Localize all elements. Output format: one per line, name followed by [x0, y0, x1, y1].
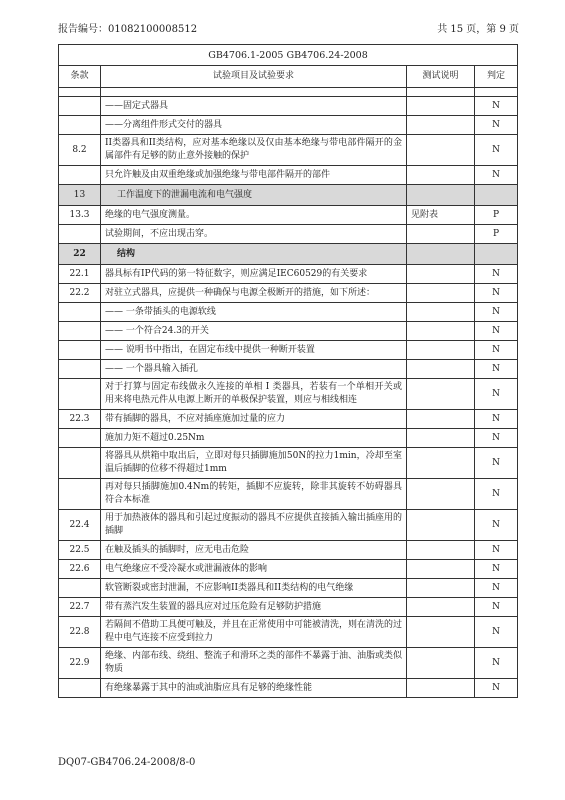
clause-cell [59, 97, 101, 116]
clause-cell [59, 303, 101, 322]
test-note-cell [407, 360, 475, 379]
verdict-cell: N [475, 379, 518, 410]
clause-cell [59, 322, 101, 341]
test-table [58, 44, 518, 698]
verdict-cell: N [475, 97, 518, 116]
clause-cell: 22.2 [59, 284, 101, 303]
test-note-cell [407, 429, 475, 448]
test-note-cell [407, 598, 475, 617]
verdict-cell [475, 244, 518, 265]
test-note-cell: 见附表 [407, 206, 475, 225]
table-row [59, 560, 518, 579]
table-row [59, 166, 518, 185]
test-note-cell [407, 166, 475, 185]
clause-cell [59, 448, 101, 479]
table-row [59, 379, 518, 410]
verdict-cell: N [475, 598, 518, 617]
test-note-cell [407, 341, 475, 360]
verdict-cell: N [475, 429, 518, 448]
verdict-cell: N [475, 510, 518, 541]
table-row [59, 265, 518, 284]
item-cell: 试验期间，不应出现击穿。 [101, 225, 407, 244]
table-row [59, 679, 518, 698]
verdict-cell: N [475, 116, 518, 135]
item-cell: 将器具从烘箱中取出后，立即对每只插脚施加50N的拉力1min，冷却至室温后插脚的位移不得超过1mm [101, 448, 407, 479]
test-note-cell [407, 265, 475, 284]
item-cell: 对于打算与固定布线做永久连接的单相 I 类器具，若装有一个单相开关或用来将电热元件从电源上断开的单极保护装置，则应与相线相连 [101, 379, 407, 410]
item-cell: 在触及插头的插脚时，应无电击危险 [101, 541, 407, 560]
test-note-cell [407, 617, 475, 648]
table-row [59, 429, 518, 448]
clause-cell [59, 479, 101, 510]
clause-cell: 13 [59, 185, 101, 206]
table-row [59, 116, 518, 135]
clause-cell [59, 579, 101, 598]
test-note-cell [407, 116, 475, 135]
table-row [59, 410, 518, 429]
col-header-item: 试验项目及试验要求 [101, 66, 407, 88]
table-row [59, 341, 518, 360]
spacer-row [59, 88, 518, 97]
item-cell: 绝缘、内部布线、绕组、整流子和滑环之类的部件不暴露于油、油脂或类似物质 [101, 648, 407, 679]
section-row [59, 244, 518, 265]
verdict-cell: N [475, 360, 518, 379]
verdict-cell: N [475, 166, 518, 185]
clause-cell: 22.7 [59, 598, 101, 617]
item-cell: 工作温度下的泄漏电流和电气强度 [101, 185, 407, 206]
item-cell: 用于加热液体的器具和引起过度振动的器具不应提供直接插入输出插座用的插脚 [101, 510, 407, 541]
table-row [59, 322, 518, 341]
verdict-cell: N [475, 265, 518, 284]
verdict-cell: N [475, 303, 518, 322]
item-cell: 只允许触及由双重绝缘或加强绝缘与带电部件隔开的部件 [101, 166, 407, 185]
test-note-cell [407, 679, 475, 698]
clause-cell [59, 679, 101, 698]
item-cell: 带有蒸汽发生装置的器具应对过压危险有足够防护措施 [101, 598, 407, 617]
item-cell: 电气绝缘应不受冷凝水或泄漏液体的影响 [101, 560, 407, 579]
clause-cell: 13.3 [59, 206, 101, 225]
form-code: DQ07-GB4706.24-2008/8-0 [58, 757, 196, 768]
clause-cell: 22.6 [59, 560, 101, 579]
clause-cell [59, 116, 101, 135]
item-cell: —— 说明书中指出，在固定布线中提供一种断开装置 [101, 341, 407, 360]
table-row [59, 97, 518, 116]
verdict-cell: N [475, 341, 518, 360]
table-row [59, 510, 518, 541]
clause-cell [59, 429, 101, 448]
item-cell: 有绝缘暴露于其中的油或油脂应具有足够的绝缘性能 [101, 679, 407, 698]
item-cell: 软管断裂或密封泄漏，不应影响II类器具和II类结构的电气绝缘 [101, 579, 407, 598]
test-note-cell [407, 579, 475, 598]
table-row [59, 579, 518, 598]
verdict-cell: N [475, 579, 518, 598]
table-row [59, 648, 518, 679]
clause-cell [59, 360, 101, 379]
verdict-cell: N [475, 560, 518, 579]
item-cell: —— 一个器具输入插孔 [101, 360, 407, 379]
table-row [59, 284, 518, 303]
item-cell: —— 一个符合24.3的开关 [101, 322, 407, 341]
verdict-cell: N [475, 648, 518, 679]
verdict-cell: P [475, 206, 518, 225]
test-note-cell [407, 135, 475, 166]
table-row [59, 598, 518, 617]
clause-cell: 22.8 [59, 617, 101, 648]
table-row [59, 303, 518, 322]
table-row [59, 225, 518, 244]
test-note-cell [407, 303, 475, 322]
table-row [59, 135, 518, 166]
test-note-cell [407, 225, 475, 244]
item-cell: ——分离组件形式交付的器具 [101, 116, 407, 135]
clause-cell: 8.2 [59, 135, 101, 166]
verdict-cell [475, 185, 518, 206]
test-note-cell [407, 244, 475, 265]
test-note-cell [407, 479, 475, 510]
section-row [59, 185, 518, 206]
col-header-verdict: 判定 [475, 66, 518, 88]
col-header-test-note: 测试说明 [407, 66, 475, 88]
item-cell: 绝缘的电气强度测量。 [101, 206, 407, 225]
standard-title: GB4706.1-2005 GB4706.24-2008 [59, 45, 518, 66]
clause-cell: 22.5 [59, 541, 101, 560]
verdict-cell: N [475, 679, 518, 698]
clause-cell: 22.1 [59, 265, 101, 284]
clause-cell [59, 166, 101, 185]
item-cell: 对驻立式器具，应提供一种确保与电源全极断开的措施，如下所述： [101, 284, 407, 303]
verdict-cell: N [475, 479, 518, 510]
verdict-cell: N [475, 322, 518, 341]
clause-cell [59, 341, 101, 360]
clause-cell: 22 [59, 244, 101, 265]
table-row [59, 617, 518, 648]
test-note-cell [407, 648, 475, 679]
clause-cell [59, 379, 101, 410]
clause-cell: 22.3 [59, 410, 101, 429]
test-note-cell [407, 410, 475, 429]
item-cell: 若隔间不借助工具便可触及，并且在正常使用中可能被清洗，则在清洗的过程中电气连接不应受到拉力 [101, 617, 407, 648]
col-header-clause: 条款 [59, 66, 101, 88]
item-cell: II类器具和II类结构，应对基本绝缘以及仅由基本绝缘与带电部件隔开的金属部件有足够的防止意外接触的保护 [101, 135, 407, 166]
item-cell: 再对每只插脚施加0.4Nm的转矩，插脚不应旋转，除非其旋转不妨碍器具符合本标准 [101, 479, 407, 510]
clause-cell [59, 225, 101, 244]
report-number: 报告编号：01082100008512 [58, 24, 198, 35]
table-row [59, 206, 518, 225]
table-row [59, 360, 518, 379]
verdict-cell: N [475, 541, 518, 560]
test-note-cell [407, 379, 475, 410]
item-cell: 施加力矩不超过0.25Nm [101, 429, 407, 448]
clause-cell: 22.4 [59, 510, 101, 541]
test-note-cell [407, 560, 475, 579]
verdict-cell: N [475, 135, 518, 166]
verdict-cell: N [475, 410, 518, 429]
item-cell: 带有插脚的器具，不应对插座施加过量的应力 [101, 410, 407, 429]
test-note-cell [407, 510, 475, 541]
verdict-cell: N [475, 617, 518, 648]
item-cell: —— 一条带插头的电源软线 [101, 303, 407, 322]
test-note-cell [407, 284, 475, 303]
table-row [59, 541, 518, 560]
verdict-cell: P [475, 225, 518, 244]
page-indicator: 共 15 页，第 9 页 [437, 24, 519, 35]
test-note-cell [407, 448, 475, 479]
test-note-cell [407, 97, 475, 116]
clause-cell: 22.9 [59, 648, 101, 679]
test-note-cell [407, 322, 475, 341]
verdict-cell: N [475, 448, 518, 479]
item-cell: ——固定式器具 [101, 97, 407, 116]
verdict-cell: N [475, 284, 518, 303]
item-cell: 结构 [101, 244, 407, 265]
test-note-cell [407, 185, 475, 206]
item-cell: 器具标有IP代码的第一特征数字，则应满足IEC60529的有关要求 [101, 265, 407, 284]
table-row [59, 448, 518, 479]
table-row [59, 479, 518, 510]
test-note-cell [407, 541, 475, 560]
